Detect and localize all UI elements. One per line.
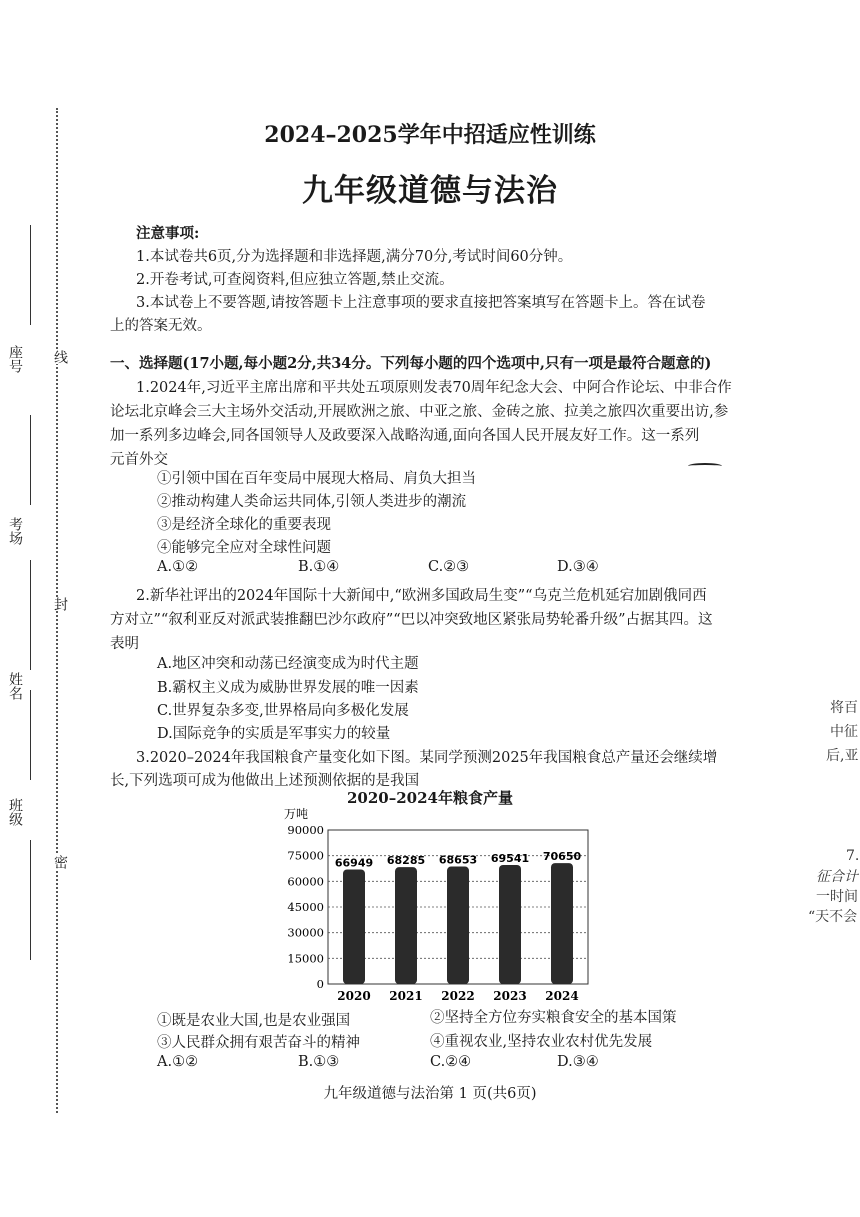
bar: [447, 867, 469, 984]
q3-option-b: B.①③: [298, 1054, 340, 1070]
q3-option-c: C.②④: [430, 1054, 472, 1070]
q3-option-a: A.①②: [157, 1054, 199, 1070]
x-tick-label: 2024: [545, 989, 579, 1003]
note-item: 2.开卷考试,可查阅资料,但应独立答题,禁止交流。: [136, 272, 454, 288]
adjacent-page-fragment: 征合计: [816, 869, 858, 885]
q1-statement: ③是经济全球化的重要表现: [157, 517, 331, 533]
x-tick-label: 2021: [389, 989, 423, 1003]
x-tick-label: 2023: [493, 989, 527, 1003]
q3-statement: ③人民群众拥有艰苦奋斗的精神: [157, 1035, 360, 1051]
cut-mark-seal: 封: [52, 597, 68, 611]
class-label: 班级: [7, 798, 23, 826]
note-item: 上的答案无效。: [110, 318, 212, 334]
data-label: 69541: [490, 852, 530, 866]
room-label: 考场: [7, 517, 23, 545]
adjacent-page-fragment: “天不会: [808, 909, 858, 925]
name-label: 姓名: [7, 672, 23, 700]
adjacent-page-fragment: 一时间: [816, 889, 858, 905]
q2-option-a: A.地区冲突和动荡已经演变成为时代主题: [157, 656, 419, 672]
page-footer: 九年级道德与法治第 1 页(共6页): [323, 1086, 537, 1102]
adjacent-page-fragment: 将百: [830, 700, 858, 716]
q1-stem-line: 加一系列多边峰会,同各国领导人及政要深入战略沟通,面向各国人民开展友好工作。这一系列: [110, 428, 700, 444]
data-label: 68653: [438, 853, 478, 867]
subject-title: 九年级道德与法治: [302, 173, 558, 209]
q3-statement: ④重视农业,坚持农业农村优先发展: [430, 1034, 653, 1050]
q1-statement: ①引领中国在百年变局中展现大格局、肩负大担当: [157, 471, 476, 487]
seat-label: 座号: [7, 345, 23, 373]
exam-title: 2024–2025学年中招适应性训练: [264, 122, 596, 148]
q2-option-d: D.国际竞争的实质是军事实力的较量: [157, 726, 391, 742]
y-tick-label: 60000: [287, 874, 324, 889]
q1-option-c: C.②③: [428, 559, 470, 575]
q1-stem-line: 1.2024年,习近平主席出席和平共处五项原则发表70周年纪念大会、中阿合作论坛、中非合作: [136, 380, 732, 396]
y-tick-label: 75000: [287, 848, 324, 863]
q1-option-b: B.①④: [298, 559, 340, 575]
adjacent-page-fragment: 中征: [830, 724, 858, 740]
section-heading: 一、选择题(17小题,每小题2分,共34分。下列每小题的四个选项中,只有一项是最符合题意的): [110, 355, 712, 372]
y-tick-label: 45000: [287, 900, 324, 914]
q1-statement: ④能够完全应对全球性问题: [157, 540, 331, 556]
q3-statement: ①既是农业大国,也是农业强国: [157, 1013, 351, 1029]
bar: [499, 865, 521, 984]
q2-stem-line: 方对立”“叙利亚反对派武装推翻巴沙尔政府”“巴以冲突致地区紧张局势轮番升级”占据其四。这: [110, 612, 713, 628]
bar: [395, 867, 417, 984]
q3-stem-line: 长,下列选项可成为他做出上述预测依据的是我国: [110, 773, 420, 789]
y-tick-label: 0: [316, 977, 324, 991]
pen-mark: [688, 463, 722, 469]
extra-underline: [30, 840, 31, 960]
x-tick-label: 2022: [441, 989, 475, 1003]
y-tick-label: 90000: [287, 823, 324, 837]
q2-stem-line: 2.新华社评出的2024年国际十大新闻中,“欧洲多国政局生变”“乌克兰危机延宕加剧俄同西: [136, 588, 707, 604]
cut-mark-secret: 密: [52, 855, 68, 869]
room-underline: [30, 415, 31, 505]
q1-option-d: D.③④: [557, 559, 599, 575]
x-tick-label: 2020: [337, 989, 371, 1003]
data-label: 70650: [542, 850, 582, 864]
name-underline: [30, 560, 31, 670]
seat-underline: [30, 225, 31, 325]
chart-title: 2020–2024年粮食产量: [347, 789, 513, 807]
note-item: 1.本试卷共6页,分为选择题和非选择题,满分70分,考试时间60分钟。: [136, 249, 573, 265]
note-item: 3.本试卷上不要答题,请按答题卡上注意事项的要求直接把答案填写在答题卡上。答在试卷: [136, 295, 706, 311]
q1-stem-line: 元首外交: [110, 452, 168, 468]
cut-mark-line: 线: [52, 350, 68, 364]
y-tick-label: 30000: [287, 925, 324, 940]
class-underline: [30, 690, 31, 780]
data-label: 68285: [386, 854, 426, 868]
bar: [551, 863, 573, 984]
q1-option-a: A.①②: [157, 559, 199, 575]
bar: [343, 869, 365, 984]
adjacent-page-fragment: 后,亚: [826, 748, 859, 764]
data-label: 66949: [334, 856, 374, 870]
q1-stem-line: 论坛北京峰会三大主场外交活动,开展欧洲之旅、中亚之旅、金砖之旅、拉美之旅四次重要出访,参: [110, 404, 729, 420]
q2-option-b: B.霸权主义成为威胁世界发展的唯一因素: [157, 680, 419, 696]
q3-option-d: D.③④: [557, 1054, 599, 1070]
adjacent-page-fragment: 7.: [846, 848, 860, 864]
q3-stem-line: 3.2020–2024年我国粮食产量变化如下图。某同学预测2025年我国粮食总产量还会继续增: [136, 750, 718, 766]
y-tick-label: 15000: [287, 951, 324, 966]
y-axis-unit: 万吨: [284, 807, 309, 821]
grain-output-chart: [270, 800, 600, 1010]
q1-statement: ②推动构建人类命运共同体,引领人类进步的潮流: [157, 494, 467, 510]
q3-statement: ②坚持全方位夯实粮食安全的基本国策: [430, 1010, 677, 1026]
notes-heading: 注意事项:: [136, 225, 200, 242]
q2-option-c: C.世界复杂多变,世界格局向多极化发展: [157, 703, 409, 719]
q2-stem-line: 表明: [110, 636, 139, 652]
